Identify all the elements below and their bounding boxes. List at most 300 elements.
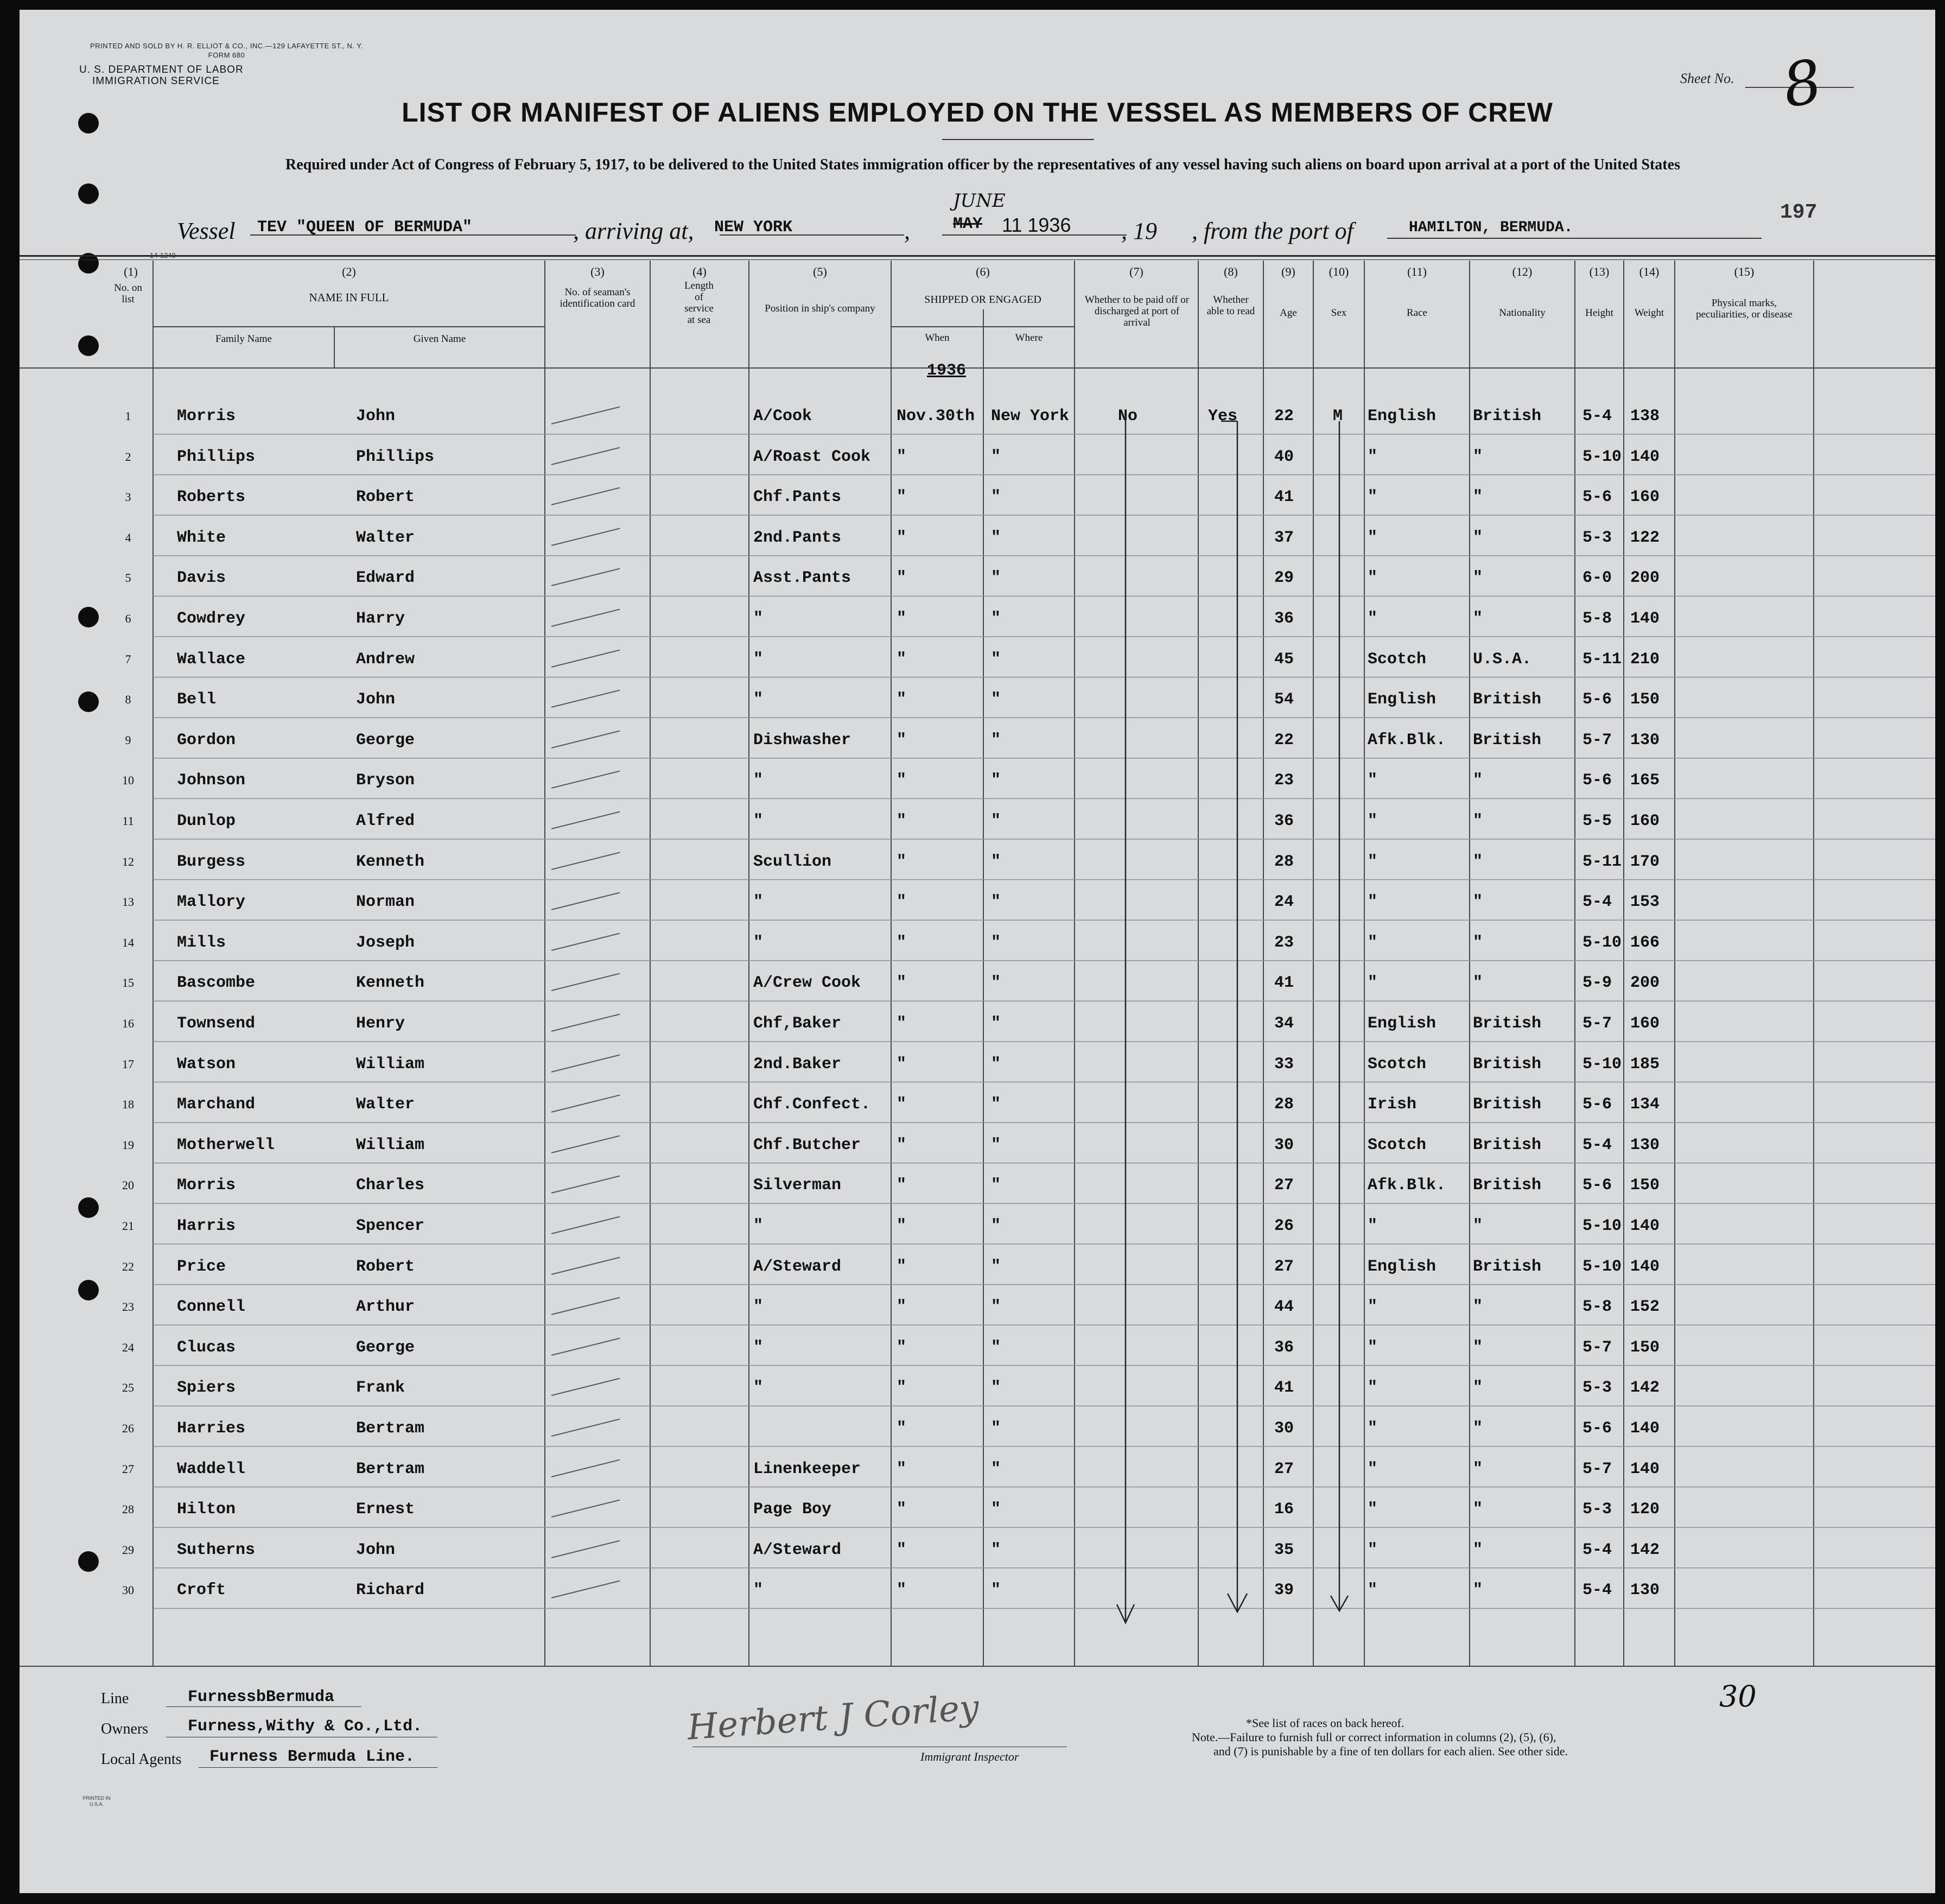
cell-race: Scotch [1368, 650, 1427, 669]
cell-nationality: British [1473, 731, 1542, 750]
cell-no: 2 [125, 449, 131, 464]
header-able-read: Whether able to read [1206, 294, 1255, 317]
cell-race: " [1368, 933, 1378, 952]
from-label: , from the port of [1192, 218, 1353, 244]
cell-read: Yes [1208, 407, 1238, 426]
cell-height: 5-8 [1582, 610, 1612, 628]
cell-age: 37 [1274, 528, 1294, 547]
cell-position: A/Steward [753, 1257, 842, 1276]
cell-position: Chf.Pants [753, 488, 842, 507]
printed-in-usa: PRINTED IN U.S.A. [82, 1795, 111, 1807]
cell-no: 7 [125, 652, 131, 666]
cell-nationality: British [1473, 1257, 1542, 1276]
cell-given: Alfred [356, 812, 415, 830]
fine-note-1: Note.—Failure to furnish full or correct information in columns (2), (5), (6), [1192, 1730, 1556, 1744]
cell-race: " [1368, 1581, 1378, 1600]
cell-when: " [897, 1500, 907, 1519]
cell-when: " [897, 488, 907, 507]
cell-family: Mallory [177, 893, 246, 912]
cell-height: 5-4 [1582, 1540, 1612, 1559]
cell-given: Joseph [356, 933, 415, 952]
cell-when: " [897, 447, 907, 466]
cell-age: 45 [1274, 650, 1294, 669]
cell-position: " [753, 1379, 764, 1398]
cell-race: Scotch [1368, 1135, 1427, 1154]
cell-where: " [991, 1338, 1001, 1357]
cell-nationality: " [1473, 1581, 1483, 1600]
cell-position: 2nd.Baker [753, 1055, 842, 1074]
inspector-signature: Herbert J Corley [686, 1687, 981, 1748]
stamp-number: 197 [1780, 201, 1817, 224]
ditto-arrows [20, 10, 1935, 1671]
cell-where: " [991, 1581, 1001, 1600]
cell-age: 41 [1274, 1379, 1294, 1398]
cell-race: " [1368, 1379, 1378, 1398]
header-physical-marks: Physical marks, peculiarities, or disease [1696, 297, 1793, 320]
cell-weight: 140 [1630, 447, 1660, 466]
cell-position: A/Roast Cook [753, 447, 871, 466]
cell-where: " [991, 1095, 1001, 1114]
cell-family: Marchand [177, 1095, 256, 1114]
cell-family: Burgess [177, 852, 246, 871]
cell-height: 5-10 [1582, 1217, 1622, 1235]
cell-age: 27 [1274, 1257, 1294, 1276]
cell-when: " [897, 1298, 907, 1317]
cell-weight: 200 [1630, 569, 1660, 588]
cell-no: 24 [122, 1340, 134, 1354]
cell-family: Connell [177, 1298, 246, 1317]
cell-weight: 130 [1630, 731, 1660, 750]
manifest-sheet: PRINTED AND SOLD BY H. R. ELLIOT & CO., INC.—129 LAFAYETTE ST., N. Y. FORM 680 U. S. DEPARTMENT OF LABOR IMMIGRATION SERVICE Sheet No. 8 LIST OR MANIFEST OF ALIENS EMPLOYED ON THE VESSEL AS MEMBERS OF CREW Required under Act of Congress of February 5, 1917, to be delivered to the United States immigration officer by the representatives of any vessel having such aliens on board upon arrival at a port of the United States 197 Vessel TEV "QUEEN OF BERMUDA" , arriving at, NEW YORK , JUNE MAY 11 1936 , 19 , from the port of HAMILTON, BERMUDA. 14-1240 (1) No. on list (2) NAME IN FULL Family Name Given Name (3) No. of seaman's identification card (4) Length of service at sea (5) Position in ship's company (6) SHIPPED OR ENGAGED When Where (7) Whether to be paid off or discharged at port of arrival (8) Whether able to read (9) Age (10) Sex (11) Race (12) Nationality (13) Height (14) Weight (15) Physical marks, peculiarities, or disease 1936 1 Morris John A/Cook Nov.30th New York No Yes 22 M English British 5-4 138 2 Phillips Phillips A/Roast Cook " " 40 " " 5-10 140 3 Roberts Robert Chf.Pants " " 41 " " 5-6 160 4 White Walter 2nd.Pants " " 37 " " 5-3 122 5 Davis Edward Asst.Pants " " 29 " " 6-0 200 6 Cowdrey Harry " " " 36 " " 5-8 140 7 Wallace Andrew " " " 45 Scotch U.S.A. 5-11 210 8 Bell John " " " 54 English British 5-6 150 9 Gordon George Dishwasher " " 22 Afk.Blk. British 5-7 130 10 Johnson Bryson " " " 23 " " 5-6 165 11 Dunlop Alfred " " " 36 " " 5-5 160 12 Burgess Kenneth Scullion " " 28 " " 5-11 170 13 Mallory Norman " " " 24 " " 5-4 153 14 Mills Joseph " " " 23 " " 5-10 166 15 Bascombe Kenneth A/Crew Cook " " 41 " " 5-9 200 16 Townsend Henry Chf,Baker " " 34 English British 5-7 160 17 Watson William 2nd.Baker " " 33 Scotch British 5-10 185 18 Marchand Walter Chf.Confect. " " 28 Irish British 5-6 134 19 Motherwell William Chf.Butcher " " 30 Scotch British 5-4 130 20 Morris Charles Silverman " " 27 Afk.Blk. British 5-6 150 21 Harris Spencer " " " 26 " " 5-10 140 22 Price Robert A/Steward " " 27 English British 5-10 140 23 Connell Arthur " " " 44 " " 5-8 152 24 Clucas George " " " 36 " " 5-7 150 25 Spiers Frank " " " 41 " " 5-3 142 26 Harries Bertram " " 30 " " 5-6 140 27 Waddell Bertram Linenkeeper " " 27 " " 5-7 140 28 Hilton Ernest Page Boy " " 16 " " 5-3 120 29 Sutherns John A/Steward " " 35 " " 5-4 142 30 Croft Richard " " " 39 " " 5-4 130 Line FurnessbBermuda Owners Furness,Withy & Co.,Ltd. Local Agents Furness Bermuda Line. Herbert J Corley Immigrant Inspector *See list of races on back hereof. Note.—Failure to furnish full or correct information in columns (2), (5), (6), and (7) is punishable by a fine of ten dollars for each alien. See other side. 30 PRINTED IN U.S.A. [20, 10, 1935, 1893]
cell-position: Silverman [753, 1176, 842, 1195]
cell-race: " [1368, 1459, 1378, 1478]
cell-height: 5-6 [1582, 1419, 1612, 1438]
cell-where: " [991, 1459, 1001, 1478]
cell-nationality: U.S.A. [1473, 650, 1532, 669]
cell-where: " [991, 610, 1001, 628]
cell-race: " [1368, 1217, 1378, 1235]
cell-no: 18 [122, 1097, 134, 1112]
cell-race: " [1368, 812, 1378, 830]
cell-position: A/Crew Cook [753, 974, 861, 993]
cell-age: 28 [1274, 852, 1294, 871]
cell-position: Page Boy [753, 1500, 832, 1519]
cell-where: " [991, 1217, 1001, 1235]
header-length-service: Length of service at sea [684, 280, 714, 326]
cell-race: Irish [1368, 1095, 1417, 1114]
cell-where: " [991, 650, 1001, 669]
cell-height: 5-6 [1582, 690, 1612, 709]
cell-height: 6-0 [1582, 569, 1612, 588]
cell-when: " [897, 852, 907, 871]
cell-height: 5-4 [1582, 407, 1612, 426]
cell-race: " [1368, 488, 1378, 507]
cell-no: 19 [122, 1138, 134, 1152]
cell-family: Motherwell [177, 1135, 275, 1154]
cell-nationality: " [1473, 447, 1483, 466]
cell-weight: 210 [1630, 650, 1660, 669]
cell-height: 5-7 [1582, 1459, 1612, 1478]
cell-no: 12 [122, 854, 134, 868]
cell-age: 23 [1274, 771, 1294, 790]
cell-when: " [897, 974, 907, 993]
cell-position: " [753, 1298, 764, 1317]
vessel-name: TEV "QUEEN OF BERMUDA" [257, 218, 473, 237]
cell-family: Sutherns [177, 1540, 256, 1559]
cell-height: 5-4 [1582, 1135, 1612, 1154]
cell-when: " [897, 610, 907, 628]
owners-label: Owners [101, 1721, 149, 1737]
cell-nationality: " [1473, 569, 1483, 588]
cell-height: 5-10 [1582, 933, 1622, 952]
cell-family: Dunlop [177, 812, 236, 830]
cell-no: 10 [122, 773, 134, 788]
cell-given: Ernest [356, 1500, 415, 1519]
cell-family: Waddell [177, 1459, 246, 1478]
cell-when: " [897, 731, 907, 750]
cell-position: " [753, 933, 764, 952]
cell-height: 5-3 [1582, 1379, 1612, 1398]
cell-position: Chf,Baker [753, 1014, 842, 1033]
cell-nationality: British [1473, 690, 1542, 709]
inspector-label: Immigrant Inspector [920, 1750, 1019, 1763]
cell-when: " [897, 1014, 907, 1033]
cell-when: " [897, 1055, 907, 1074]
cell-weight: 160 [1630, 812, 1660, 830]
cell-race: " [1368, 1500, 1378, 1519]
cell-when: " [897, 812, 907, 830]
cell-when: " [897, 1379, 907, 1398]
page-title: LIST OR MANIFEST OF ALIENS EMPLOYED ON THE VESSEL AS MEMBERS OF CREW [402, 97, 1553, 128]
cell-given: John [356, 690, 396, 709]
cell-weight: 160 [1630, 488, 1660, 507]
cell-height: 5-6 [1582, 1095, 1612, 1114]
cell-weight: 166 [1630, 933, 1660, 952]
cell-nationality: " [1473, 933, 1483, 952]
cell-where: " [991, 488, 1001, 507]
cell-weight: 140 [1630, 1257, 1660, 1276]
cell-nationality: " [1473, 852, 1483, 871]
cell-given: Norman [356, 893, 415, 912]
cell-when: " [897, 1095, 907, 1114]
cell-family: Price [177, 1257, 226, 1276]
cell-where: " [991, 1500, 1001, 1519]
cell-weight: 150 [1630, 690, 1660, 709]
cell-position: " [753, 812, 764, 830]
cell-where: " [991, 1176, 1001, 1195]
cell-where: " [991, 569, 1001, 588]
cell-nationality: British [1473, 1095, 1542, 1114]
cell-where: " [991, 1055, 1001, 1074]
arriving-label: , arriving at, [573, 218, 694, 244]
cell-weight: 130 [1630, 1581, 1660, 1600]
cell-age: 36 [1274, 610, 1294, 628]
printer-credit: PRINTED AND SOLD BY H. R. ELLIOT & CO., INC.—129 LAFAYETTE ST., N. Y. FORM 680 [90, 42, 363, 59]
cell-when: " [897, 1459, 907, 1478]
cell-where: " [991, 1379, 1001, 1398]
month-struck: MAY [953, 215, 983, 233]
cell-race: " [1368, 893, 1378, 912]
cell-no: 1 [125, 409, 131, 423]
cell-nationality: " [1473, 1298, 1483, 1317]
cell-weight: 140 [1630, 1419, 1660, 1438]
cell-weight: 122 [1630, 528, 1660, 547]
cell-age: 36 [1274, 1338, 1294, 1357]
header-id-card: No. of seaman's identification card [560, 287, 635, 309]
cell-nationality: " [1473, 1419, 1483, 1438]
cell-no: 29 [122, 1543, 134, 1557]
cell-height: 5-4 [1582, 1581, 1612, 1600]
cell-no: 11 [122, 814, 134, 828]
cell-weight: 138 [1630, 407, 1660, 426]
cell-race: " [1368, 447, 1378, 466]
cell-weight: 160 [1630, 1014, 1660, 1033]
cell-age: 34 [1274, 1014, 1294, 1033]
cell-position: A/Cook [753, 407, 812, 426]
cell-nationality: " [1473, 771, 1483, 790]
cell-nationality: " [1473, 1540, 1483, 1559]
owners-value: Furness,Withy & Co.,Ltd. [188, 1717, 423, 1736]
cell-given: Walter [356, 1095, 415, 1114]
cell-age: 54 [1274, 690, 1294, 709]
cell-race: " [1368, 1419, 1378, 1438]
cell-age: 41 [1274, 974, 1294, 993]
cell-nationality: " [1473, 1338, 1483, 1357]
cell-no: 9 [125, 733, 131, 747]
cell-race: " [1368, 771, 1378, 790]
cell-age: 44 [1274, 1298, 1294, 1317]
cell-position: " [753, 1581, 764, 1600]
cell-where: " [991, 1257, 1001, 1276]
cell-no: 26 [122, 1421, 134, 1435]
cell-weight: 140 [1630, 610, 1660, 628]
header-given-name: Given Name [413, 333, 466, 345]
cell-given: Frank [356, 1379, 405, 1398]
cell-given: Henry [356, 1014, 405, 1033]
cell-where: " [991, 1135, 1001, 1154]
cell-where: " [991, 1014, 1001, 1033]
cell-height: 5-10 [1582, 1055, 1622, 1074]
cell-position: Linenkeeper [753, 1459, 861, 1478]
cell-when: " [897, 893, 907, 912]
cell-weight: 120 [1630, 1500, 1660, 1519]
cell-when: " [897, 1135, 907, 1154]
cell-nationality: British [1473, 1014, 1542, 1033]
cell-family: Morris [177, 1176, 236, 1195]
cell-height: 5-5 [1582, 812, 1612, 830]
cell-family: Roberts [177, 488, 246, 507]
cell-family: Croft [177, 1581, 226, 1600]
cell-paid: No [1118, 407, 1138, 426]
fine-note-2: and (7) is punishable by a fine of ten dollars for each alien. See other side. [1213, 1744, 1568, 1758]
cell-age: 39 [1274, 1581, 1294, 1600]
cell-given: Charles [356, 1176, 425, 1195]
cell-nationality: " [1473, 528, 1483, 547]
cell-race: Afk.Blk. [1368, 731, 1446, 750]
cell-given: George [356, 1338, 415, 1357]
cell-family: Wallace [177, 650, 246, 669]
year-label: , 19 [1121, 218, 1157, 244]
cell-family: Harries [177, 1419, 246, 1438]
cell-where: " [991, 771, 1001, 790]
cell-nationality: " [1473, 1217, 1483, 1235]
cell-given: Bertram [356, 1419, 425, 1438]
cell-when: " [897, 528, 907, 547]
cell-race: English [1368, 690, 1436, 709]
cell-age: 35 [1274, 1540, 1294, 1559]
header-no-on-list: No. on list [114, 282, 142, 305]
cell-given: Arthur [356, 1298, 415, 1317]
cell-where: " [991, 974, 1001, 993]
races-note: *See list of races on back hereof. [1246, 1716, 1404, 1730]
cell-race: Scotch [1368, 1055, 1427, 1074]
cell-race: " [1368, 1540, 1378, 1559]
header-sex: Sex [1331, 307, 1347, 319]
cell-when: " [897, 650, 907, 669]
cell-given: William [356, 1055, 425, 1074]
cell-position: " [753, 690, 764, 709]
cell-weight: 130 [1630, 1135, 1660, 1154]
cell-race: English [1368, 407, 1436, 426]
cell-nationality: " [1473, 974, 1483, 993]
cell-given: Spencer [356, 1217, 425, 1235]
cell-family: Gordon [177, 731, 236, 750]
cell-given: Bertram [356, 1459, 425, 1478]
cell-when: " [897, 1257, 907, 1276]
cell-nationality: British [1473, 1176, 1542, 1195]
cell-when: " [897, 1540, 907, 1559]
cell-where: New York [991, 407, 1070, 426]
cell-height: 5-11 [1582, 650, 1622, 669]
cell-height: 5-10 [1582, 1257, 1622, 1276]
cell-given: Walter [356, 528, 415, 547]
cell-weight: 150 [1630, 1338, 1660, 1357]
header-shipped: SHIPPED OR ENGAGED [924, 294, 1041, 306]
cell-position: Asst.Pants [753, 569, 851, 588]
vessel-label: Vessel [177, 218, 236, 244]
cell-given: John [356, 407, 396, 426]
cell-no: 14 [122, 935, 134, 949]
header-position: Position in ship's company [765, 303, 875, 314]
cell-race: " [1368, 1298, 1378, 1317]
cell-nationality: " [1473, 893, 1483, 912]
cell-position: A/Steward [753, 1540, 842, 1559]
cell-given: Andrew [356, 650, 415, 669]
cell-when: " [897, 569, 907, 588]
cell-position: " [753, 610, 764, 628]
cell-where: " [991, 852, 1001, 871]
cell-no: 28 [122, 1502, 134, 1516]
cell-given: Robert [356, 1257, 415, 1276]
cell-no: 4 [125, 530, 131, 544]
cell-position: " [753, 1338, 764, 1357]
header-race: Race [1407, 307, 1427, 319]
cell-weight: 142 [1630, 1540, 1660, 1559]
agents-value: Furness Bermuda Line. [209, 1748, 415, 1766]
cell-height: 5-3 [1582, 1500, 1612, 1519]
sheet-number: 8 [1777, 46, 1827, 122]
cell-nationality: British [1473, 407, 1542, 426]
cell-family: Townsend [177, 1014, 256, 1033]
cell-height: 5-7 [1582, 1338, 1612, 1357]
cell-family: Bell [177, 690, 217, 709]
cell-where: " [991, 1419, 1001, 1438]
cell-given: Robert [356, 488, 415, 507]
header-family-name: Family Name [215, 333, 272, 345]
cell-when: " [897, 933, 907, 952]
header-weight: Weight [1634, 307, 1664, 319]
cell-where: " [991, 1298, 1001, 1317]
cell-family: Morris [177, 407, 236, 426]
cell-position: Dishwasher [753, 731, 851, 750]
cell-position: Chf.Butcher [753, 1135, 861, 1154]
cell-no: 13 [122, 895, 134, 909]
cell-weight: 153 [1630, 893, 1660, 912]
cell-weight: 200 [1630, 974, 1660, 993]
cell-age: 24 [1274, 893, 1294, 912]
cell-age: 33 [1274, 1055, 1294, 1074]
cell-nationality: " [1473, 488, 1483, 507]
cell-when: " [897, 690, 907, 709]
cell-age: 30 [1274, 1135, 1294, 1154]
cell-when: " [897, 1338, 907, 1357]
cell-family: Bascombe [177, 974, 256, 993]
header-name: NAME IN FULL [309, 291, 389, 304]
header-when: When [925, 332, 950, 344]
cell-given: Kenneth [356, 974, 425, 993]
cell-height: 5-4 [1582, 893, 1612, 912]
cell-family: Phillips [177, 447, 256, 466]
cell-height: 5-7 [1582, 1014, 1612, 1033]
cell-age: 36 [1274, 812, 1294, 830]
departure-port: HAMILTON, BERMUDA. [1409, 219, 1573, 236]
cell-height: 5-6 [1582, 488, 1612, 507]
cell-where: " [991, 731, 1001, 750]
arrival-date: 11 1936 [1002, 214, 1071, 236]
cell-race: " [1368, 1338, 1378, 1357]
cell-given: George [356, 731, 415, 750]
cell-position: Chf.Confect. [753, 1095, 871, 1114]
cell-height: 5-10 [1582, 447, 1622, 466]
cell-position: Scullion [753, 852, 832, 871]
cell-age: 29 [1274, 569, 1294, 588]
header-nationality: Nationality [1499, 307, 1546, 319]
cell-age: 27 [1274, 1459, 1294, 1478]
cell-where: " [991, 528, 1001, 547]
cell-age: 30 [1274, 1419, 1294, 1438]
cell-no: 16 [122, 1017, 134, 1030]
cell-when: " [897, 1581, 907, 1600]
cell-weight: 170 [1630, 852, 1660, 871]
cell-no: 17 [122, 1057, 134, 1071]
cell-weight: 142 [1630, 1379, 1660, 1398]
cell-position: " [753, 650, 764, 669]
cell-nationality: " [1473, 1500, 1483, 1519]
cell-race: " [1368, 569, 1378, 588]
cell-family: Spiers [177, 1379, 236, 1398]
cell-nationality: " [1473, 1379, 1483, 1398]
cell-weight: 185 [1630, 1055, 1660, 1074]
cell-height: 5-6 [1582, 771, 1612, 790]
cell-where: " [991, 1540, 1001, 1559]
cell-given: William [356, 1135, 425, 1154]
cell-given: Bryson [356, 771, 415, 790]
cell-weight: 140 [1630, 1217, 1660, 1235]
cell-family: Davis [177, 569, 226, 588]
cell-age: 22 [1274, 731, 1294, 750]
year-note: 1936 [927, 361, 967, 380]
cell-age: 40 [1274, 447, 1294, 466]
